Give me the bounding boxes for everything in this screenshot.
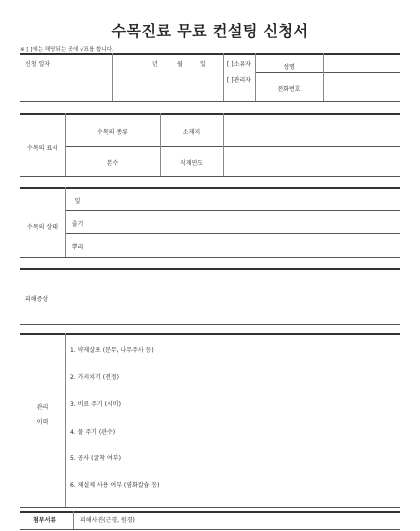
rule <box>20 101 400 102</box>
rule <box>20 324 400 325</box>
section-border <box>20 113 400 115</box>
tree-display-label: 수목의 표시 <box>27 145 58 152</box>
owner-checkbox[interactable]: [ ]소유자 <box>227 61 251 68</box>
planting-year-label: 식재연도 <box>179 160 204 167</box>
management-item: 3. 비료 주기 (시비) <box>70 401 121 408</box>
column-divider <box>73 511 74 529</box>
rule <box>65 146 400 147</box>
attachment-label: 첨부서류 <box>33 517 57 524</box>
rule <box>20 257 400 258</box>
rule <box>65 210 400 211</box>
column-divider <box>255 53 256 101</box>
rule <box>255 72 400 73</box>
column-divider <box>65 333 66 507</box>
instruction-note: ※ [ ]에는 해당되는 곳에 √표를 합니다. <box>20 47 114 53</box>
management-label-2: 이력 <box>36 419 49 426</box>
month-label: 월 <box>177 61 183 68</box>
management-item: 2. 가지치기 (전정) <box>70 374 119 381</box>
day-label: 일 <box>200 61 206 68</box>
top-border <box>20 53 400 55</box>
management-item: 5. 공사 (굴착 여부) <box>70 455 121 462</box>
management-label-1: 관리 <box>36 404 49 411</box>
date-label: 신청 일자 <box>25 61 51 68</box>
species-label: 수목의 종류 <box>97 129 128 136</box>
attachment-value: 피해사진(근경, 원경) <box>80 517 135 524</box>
column-divider <box>323 53 324 101</box>
phone-label: 전화번호 <box>277 86 301 93</box>
root-label: 뿌리 <box>71 244 84 251</box>
stem-label: 줄기 <box>71 221 84 228</box>
leaf-label: 잎 <box>74 198 81 205</box>
column-divider <box>112 53 113 101</box>
damage-label: 피해증상 <box>25 296 49 303</box>
column-divider <box>223 53 224 101</box>
tree-condition-label: 수목의 상태 <box>27 224 58 231</box>
section-border <box>20 268 400 270</box>
name-label: 성명 <box>283 64 295 71</box>
section-border <box>20 333 400 335</box>
rule <box>20 176 400 177</box>
count-label: 본수 <box>106 160 119 167</box>
manager-checkbox[interactable]: [ ]관리자 <box>227 77 251 84</box>
rule <box>20 507 400 508</box>
column-divider <box>223 113 224 176</box>
management-item: 6. 제설제 사용 여부 (염화칼슘 등) <box>70 482 160 489</box>
section-border <box>20 187 400 189</box>
management-item: 1. 약제살포 (분무, 나무주사 등) <box>70 347 154 354</box>
management-item: 4. 물 주기 (관수) <box>70 429 116 436</box>
location-label: 소재지 <box>182 129 201 136</box>
year-label: 년 <box>152 61 158 68</box>
rule <box>65 233 400 234</box>
section-border <box>20 511 400 513</box>
form-title: 수목진료 무료 컨설팅 신청서 <box>111 22 309 40</box>
bottom-border <box>20 529 400 530</box>
